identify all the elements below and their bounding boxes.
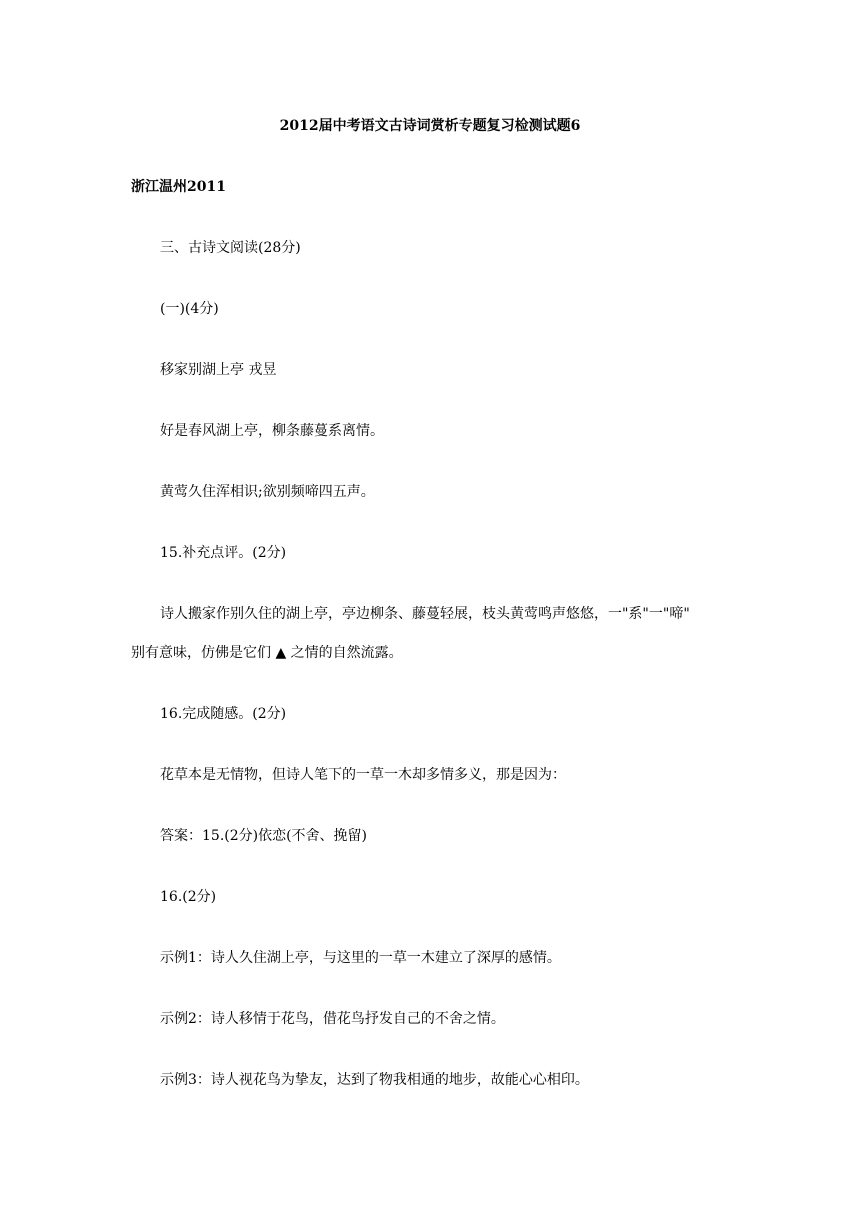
question-15: 15.补充点评。(2分) — [160, 545, 287, 561]
section-heading: 三、古诗文阅读(28分) — [160, 240, 301, 256]
poem-line-1: 好是春风湖上亭，柳条藤蔓系离情。 — [160, 423, 384, 439]
example-1: 示例1：诗人久住湖上亭，与这里的一草一木建立了深厚的感情。 — [160, 950, 561, 966]
question-15-text-line-1: 诗人搬家作别久住的湖上亭，亭边柳条、藤蔓轻展，枝头黄莺鸣声悠悠，一"系"一"啼" — [160, 606, 690, 622]
example-2: 示例2：诗人移情于花鸟，借花鸟抒发自己的不舍之情。 — [160, 1011, 505, 1027]
source-heading: 浙江温州2011 — [131, 179, 226, 195]
poem-line-2: 黄莺久住浑相识;欲别频啼四五声。 — [160, 484, 375, 500]
poem-title: 移家别湖上亭 戎昱 — [160, 362, 277, 378]
answer-15: 答案：15.(2分)依恋(不舍、挽留) — [160, 828, 368, 844]
page-title: 2012届中考语文古诗词赏析专题复习检测试题6 — [279, 118, 581, 134]
example-3: 示例3：诗人视花鸟为挚友，达到了物我相通的地步，故能心心相印。 — [160, 1072, 589, 1088]
question-15-text-line-2: 别有意味，仿佛是它们 ▲ 之情的自然流露。 — [131, 645, 403, 661]
question-16: 16.完成随感。(2分) — [160, 706, 287, 722]
part-heading: (一)(4分) — [160, 301, 219, 317]
question-16-text: 花草本是无情物，但诗人笔下的一草一木却多情多义，那是因为： — [160, 767, 566, 783]
answer-16: 16.(2分) — [160, 889, 217, 905]
